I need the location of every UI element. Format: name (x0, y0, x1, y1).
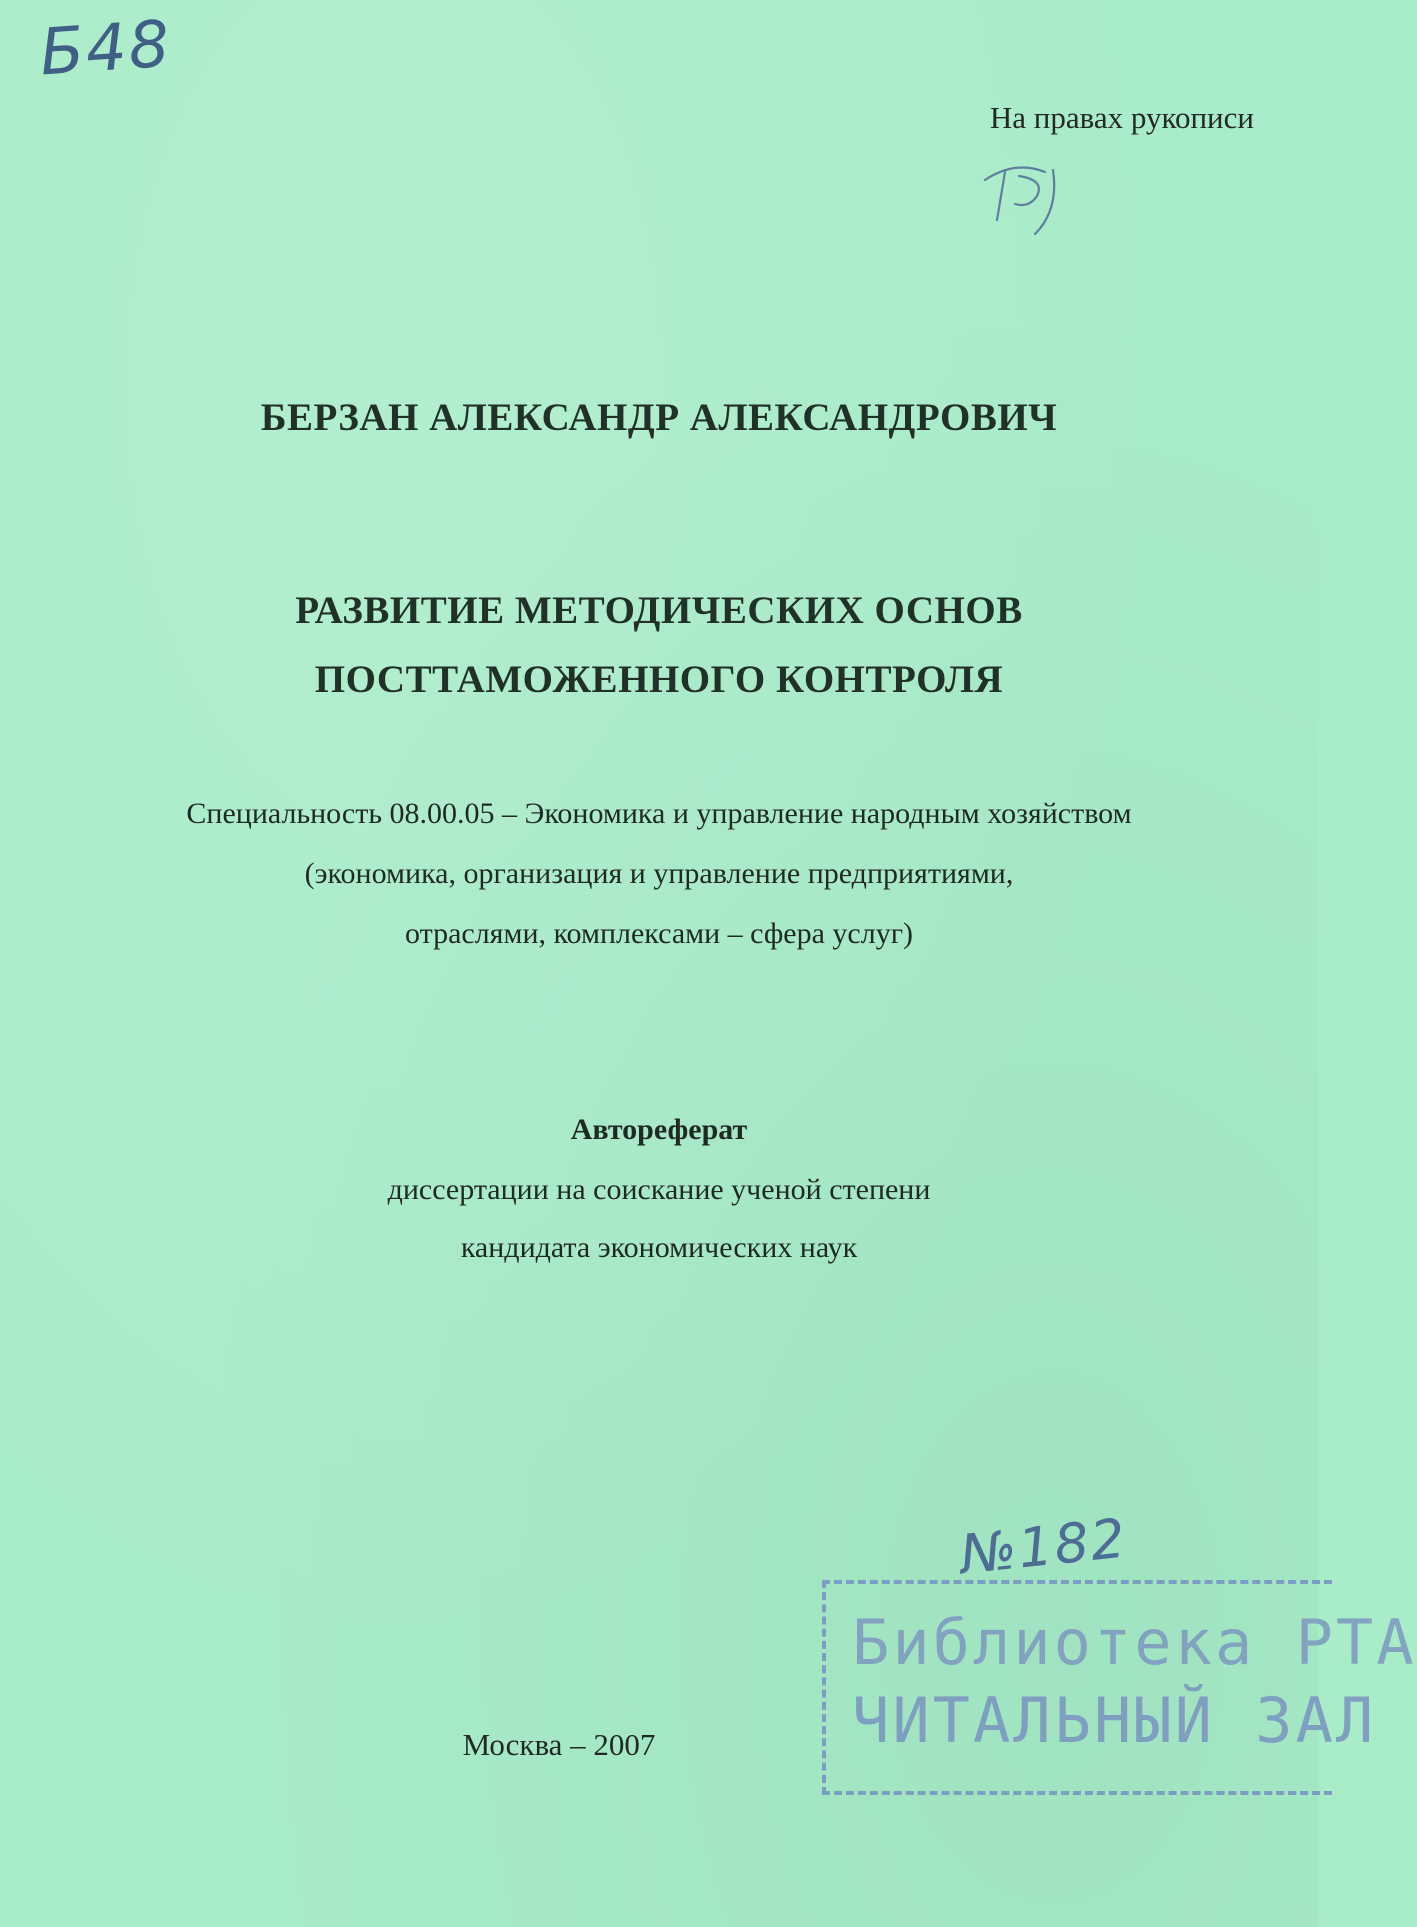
stamp-library-name: Библиотека РТА (852, 1606, 1417, 1679)
city-and-year (0, 1727, 1318, 1763)
dissertation-title-line-2: ПОСТТАМОЖЕННОГО КОНТРОЛЯ (314, 658, 1004, 701)
abstract-description-line-2: кандидата экономических наук (460, 1231, 858, 1264)
specialty-line-2: (экономика, организация и управление предприятиями, (304, 857, 1014, 890)
city-year-text: Москва – 2007 (462, 1727, 656, 1762)
specialty-line-1: Специальность 08.00.05 – Экономика и управление народным хозяйством (186, 797, 1132, 830)
handwritten-library-number: №182 (957, 1506, 1131, 1587)
abstract-description-line-1: диссертации на соискание ученой степени (387, 1173, 931, 1206)
stamp-reading-room: ЧИТАЛЬНЫЙ ЗАЛ (852, 1684, 1377, 1757)
specialty-line-3: отраслями, комплексами – сфера услуг) (404, 917, 914, 950)
abstract-label: Автореферат (570, 1113, 748, 1146)
dissertation-title-line-1: РАЗВИТИЕ МЕТОДИЧЕСКИХ ОСНОВ (295, 589, 1023, 632)
author-name: БЕРЗАН АЛЕКСАНДР АЛЕКСАНДРОВИЧ (260, 396, 1058, 439)
manuscript-rights-note: На правах рукописи (989, 100, 1254, 135)
handwritten-shelf-code: Б48 (37, 7, 174, 91)
signature-mark (975, 150, 1095, 240)
